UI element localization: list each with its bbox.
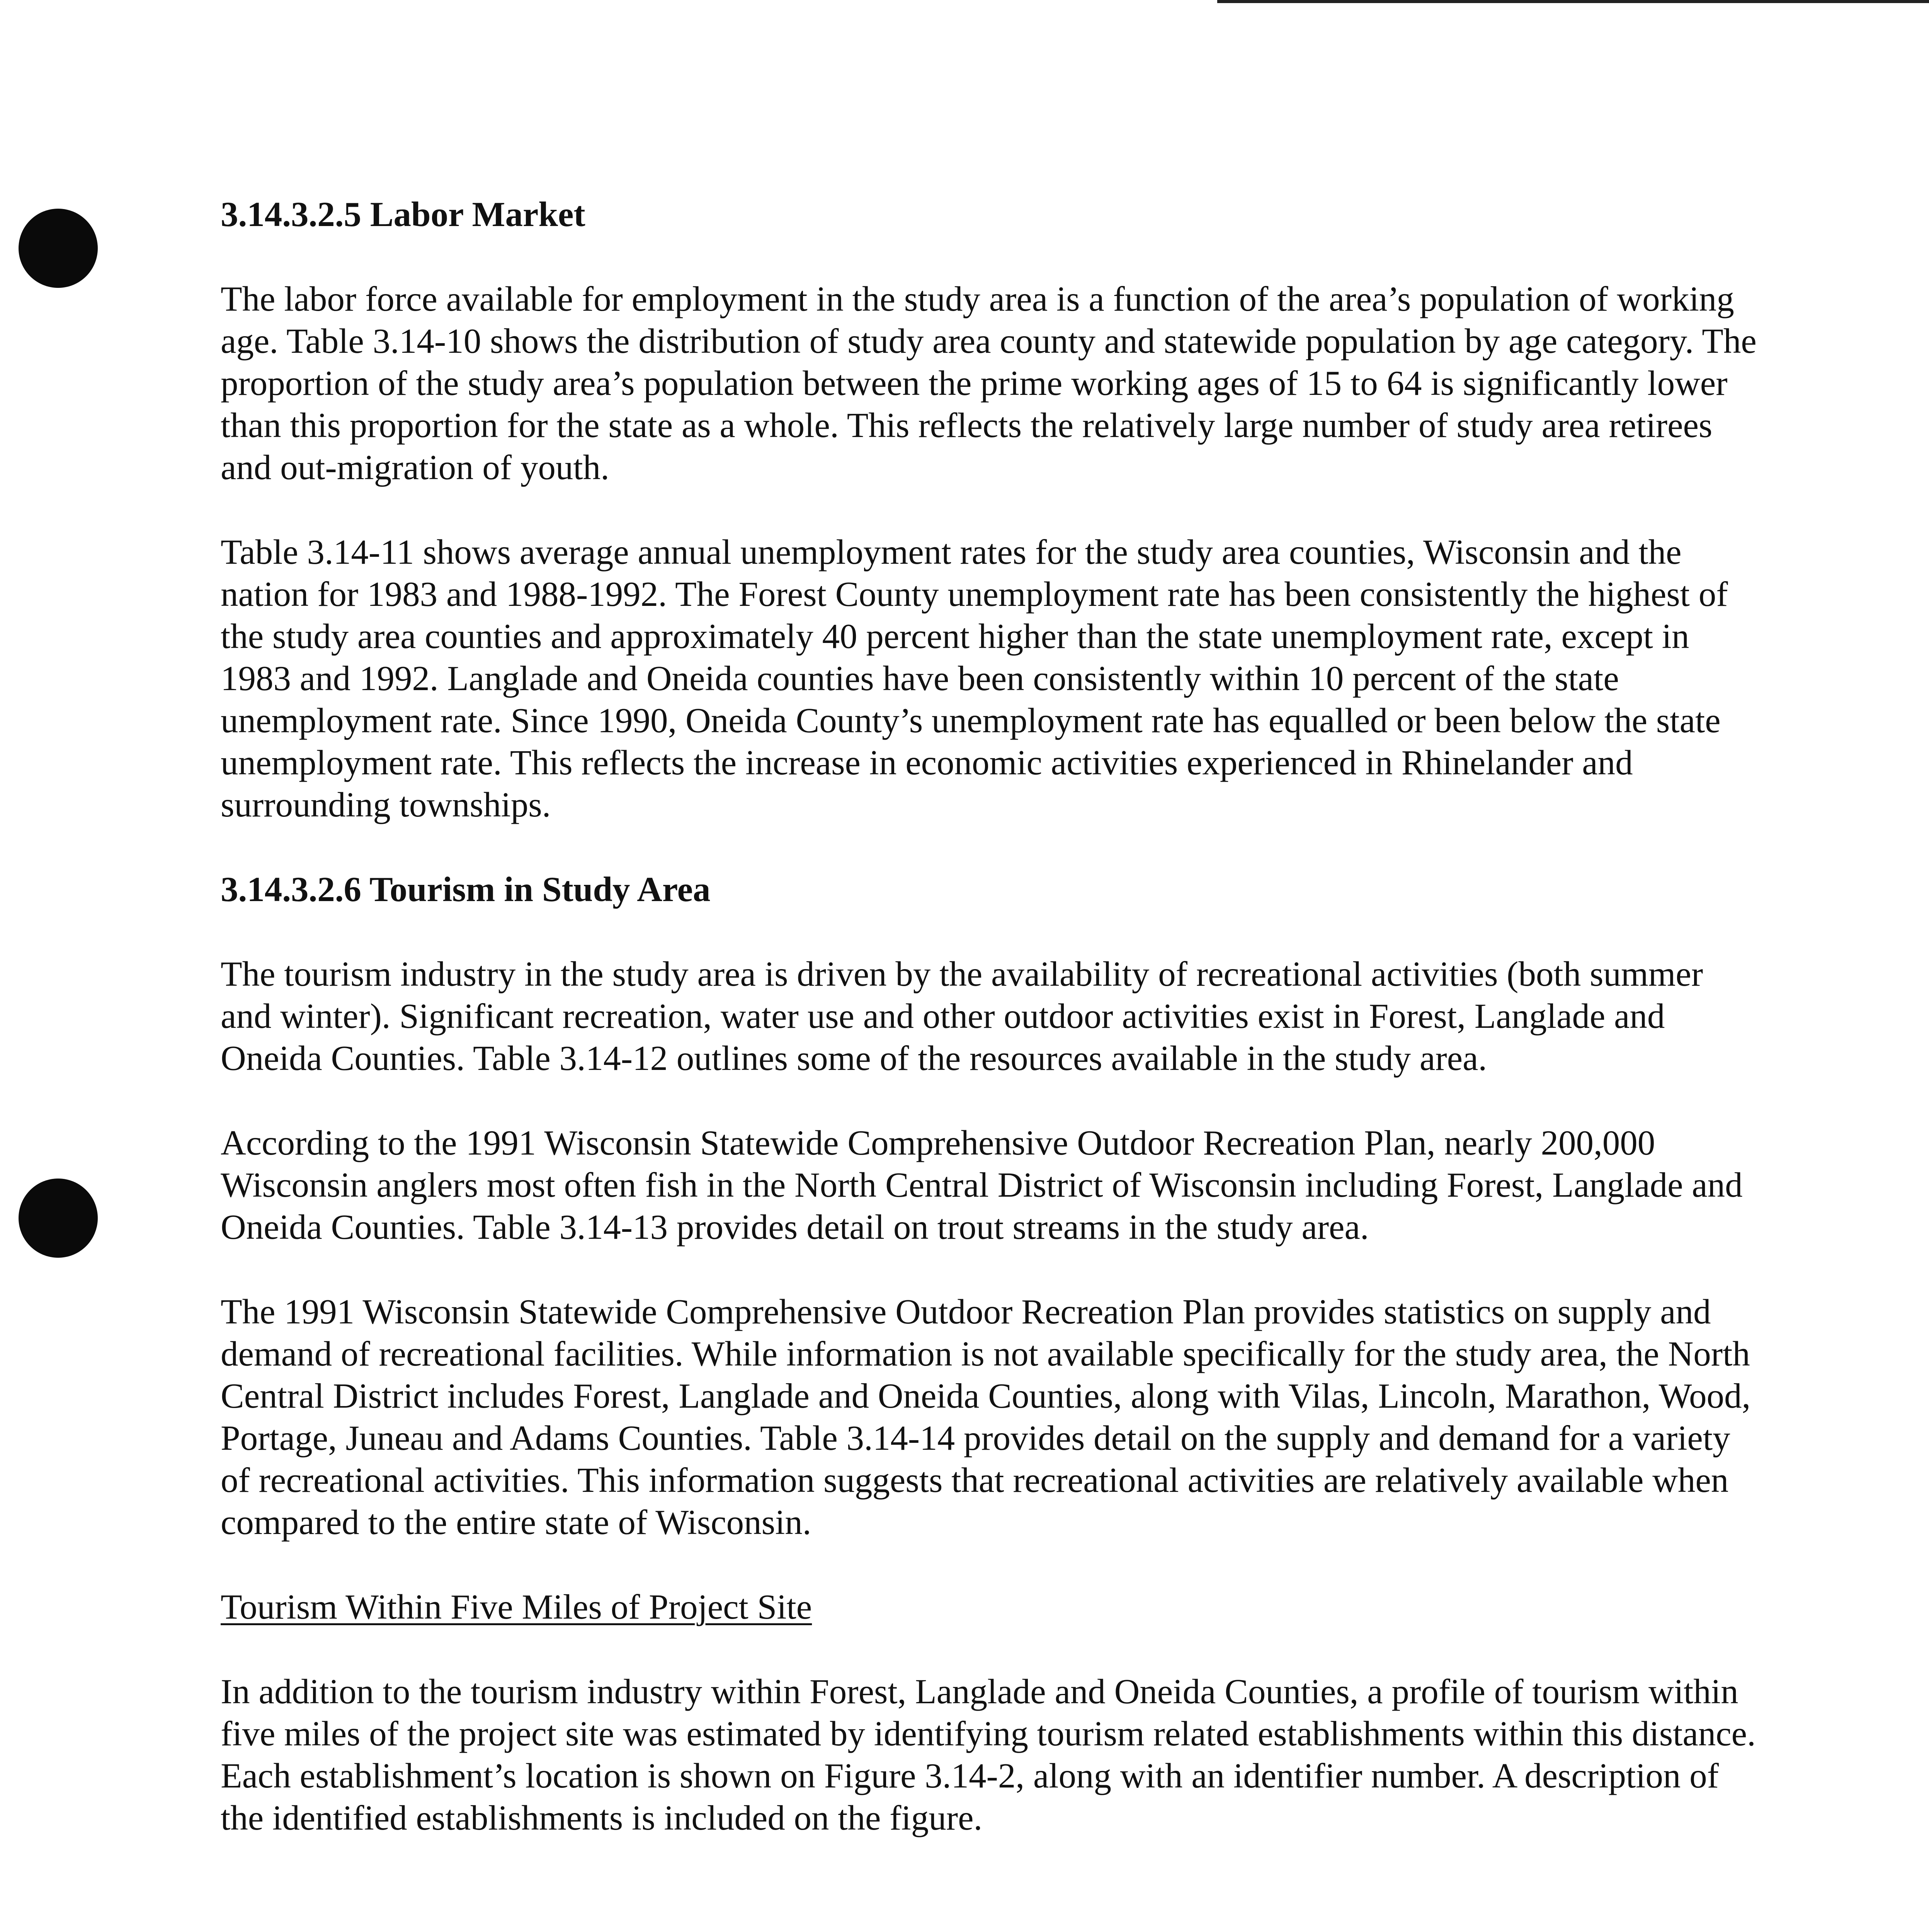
paragraph-anglers: According to the 1991 Wisconsin Statewide Comprehensive Outdoor Recreation Plan, nearly 200,000 Wisconsin anglers most often fish in the North Central District of Wisconsin including Forest, Langlade and Oneida Counties. Table 3.14-13 provides detail on trout streams in the study area. (221, 1123, 1743, 1247)
subsection-heading-five-miles: Tourism Within Five Miles of Project Site (221, 1587, 812, 1626)
paragraph-tourism-industry: The tourism industry in the study area is driven by the availability of recreational activities (both summer and winter). Significant recreation, water use and other outdoor activities exist in Forest, Langlade and Oneida Counties. Table 3.14-12 outlines some of the resources available in the study area. (221, 954, 1703, 1078)
top-edge-rule (1217, 0, 1929, 3)
paragraph-recreation-plan: The 1991 Wisconsin Statewide Comprehensive Outdoor Recreation Plan provides statistics on supply and demand of recreational facilities. While information is not available specifically for the study area, the North Central District includes Forest, Langlade and Oneida Counties, along with Vilas, Lincoln, Marathon, Wood, Portage, Juneau and Adams Counties. Table 3.14-14 provides detail on the supply and demand for a variety of recreational activities. This information suggests that recreational activities are relatively available when compared to the entire state of Wisconsin. (221, 1292, 1751, 1542)
punch-hole-middle (19, 1179, 98, 1258)
paragraph-unemployment-rates: Table 3.14-11 shows average annual unemployment rates for the study area counties, Wisconsin and the nation for 1983 and 1988-1992. The Forest County unemployment rate has been consistently the highest of the study area counties and approximately 40 percent higher than the state unemployment rate, except in 1983 and 1992. Langlade and Oneida counties have been consistently within 10 percent of the state unemployment rate. Since 1990, Oneida County’s unemployment rate has equalled or been below the state unemployment rate. This reflects the increase in economic activities experienced in Rhinelander and surrounding townships. (221, 532, 1728, 824)
section-heading-labor-market: 3.14.3.2.5 Labor Market (221, 195, 585, 234)
paragraph-labor-force: The labor force available for employment in the study area is a function of the area’s population of working age. Table 3.14-10 shows the distribution of study area county and statewide population by age category. The proportion of the study area’s population between the prime working ages of 15 to 64 is significantly lower than this proportion for the state as a whole. This reflects the relatively large number of study area retirees and out-migration of youth. (221, 279, 1757, 487)
page-body (221, 193, 1762, 1881)
paragraph-five-miles-profile: In addition to the tourism industry within Forest, Langlade and Oneida Counties, a profile of tourism within five miles of the project site was estimated by identifying tourism related establishments within this distance. Each establishment’s location is shown on Figure 3.14-2, along with an identifier number. A description of the identified establishments is included on the figure. (221, 1672, 1756, 1837)
punch-hole-top (19, 209, 98, 288)
section-heading-tourism: 3.14.3.2.6 Tourism in Study Area (221, 870, 711, 909)
